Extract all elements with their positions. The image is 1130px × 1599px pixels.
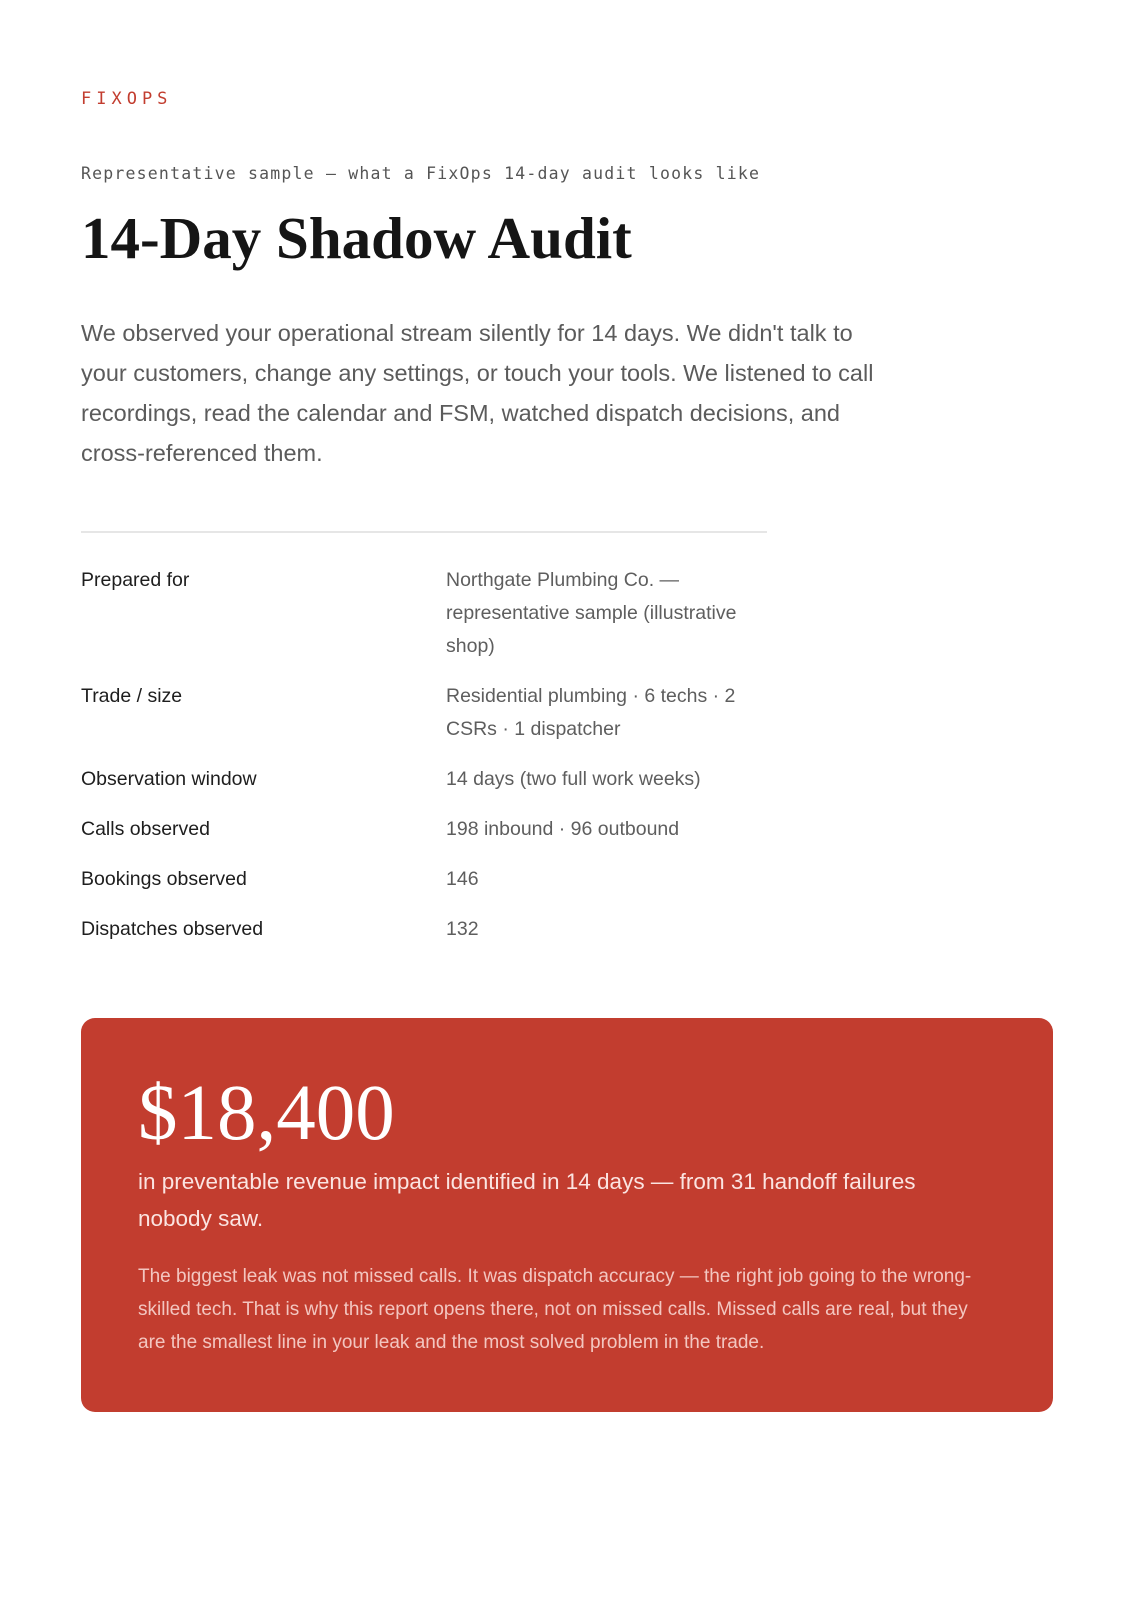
meta-row-calls-observed — [81, 813, 767, 846]
meta-row-prepared-for — [81, 564, 767, 663]
meta-value: 132 — [446, 918, 479, 940]
callout-headline: in preventable revenue impact identified in 14 days — from 31 handoff failures nobody saw. — [138, 1169, 916, 1231]
revenue-impact-callout — [81, 1018, 1053, 1412]
meta-row-trade-size — [81, 680, 767, 746]
callout-body: The biggest leak was not missed calls. It was dispatch accuracy — the right job going to the wrong-skilled tech. That is why this report opens there, not on missed calls. Missed calls are real, but they are the smallest line in your leak and the most solved problem in the trade. — [138, 1266, 972, 1353]
revenue-impact-amount: $18,400 — [138, 1070, 395, 1157]
meta-label: Bookings observed — [81, 868, 247, 890]
audit-meta-table — [81, 564, 767, 963]
meta-row-observation-window — [81, 763, 767, 796]
meta-row-bookings-observed — [81, 863, 767, 896]
meta-value: 146 — [446, 868, 479, 890]
meta-value: Residential plumbing · 6 techs · 2 CSRs · 1 dispatcher — [446, 685, 736, 740]
section-divider — [81, 531, 767, 533]
meta-label: Dispatches observed — [81, 918, 264, 940]
eyebrow-text: Representative sample — what a FixOps 14-day audit looks like — [81, 164, 761, 183]
brand-logo-text: FIXOPS — [81, 89, 173, 109]
meta-label: Prepared for — [81, 569, 190, 591]
meta-value: 14 days (two full work weeks) — [446, 768, 701, 790]
meta-label: Observation window — [81, 768, 257, 790]
intro-paragraph: We observed your operational stream silently for 14 days. We didn't talk to your customers, change any settings, or touch your tools. We listened to call recordings, read the calendar and FSM, watched dispatch decisions, and cross-referenced them. — [81, 320, 874, 466]
meta-label: Trade / size — [81, 685, 183, 707]
meta-value: 198 inbound · 96 outbound — [446, 818, 680, 840]
page-title: 14-Day Shadow Audit — [81, 205, 632, 271]
meta-row-dispatches-observed — [81, 913, 767, 946]
meta-label: Calls observed — [81, 818, 210, 840]
meta-value: Northgate Plumbing Co. — representative sample (illustrative shop) — [446, 569, 737, 657]
